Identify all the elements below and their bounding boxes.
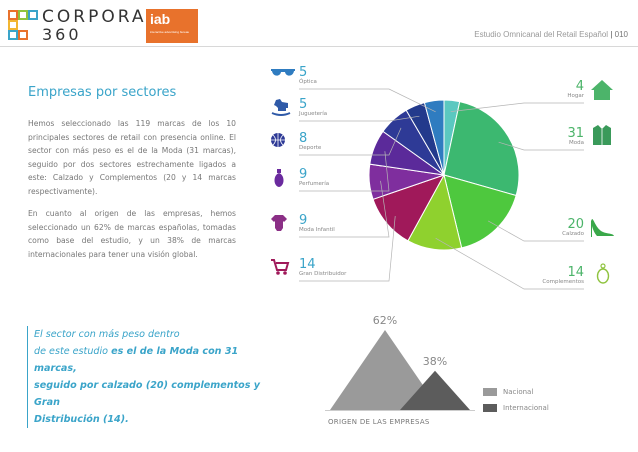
section-heading: Empresas por sectores bbox=[28, 85, 177, 100]
legend-internacional bbox=[483, 404, 549, 412]
slice-value: 9 bbox=[299, 213, 308, 228]
slice-category: Perfumería bbox=[299, 181, 330, 187]
basketball-icon bbox=[270, 132, 286, 148]
callout-line2-plain: de este estudio bbox=[34, 346, 112, 357]
pocket-watch-icon bbox=[596, 263, 610, 285]
slice-label-deporte bbox=[299, 132, 321, 151]
slice-label-moda-infantil bbox=[299, 214, 335, 233]
callout-line4: Distribución (14). bbox=[34, 414, 129, 425]
logo-line2: 360 bbox=[42, 25, 82, 44]
origin-label-internacional: 38% bbox=[422, 354, 448, 368]
slice-value: 14 bbox=[567, 265, 584, 280]
shopping-cart-icon bbox=[270, 258, 290, 276]
logo-line1: CORPORA bbox=[42, 7, 147, 27]
slice-category: Moda Infantil bbox=[299, 227, 335, 233]
slice-label--ptica bbox=[299, 66, 317, 85]
slice-label-complementos bbox=[542, 266, 584, 285]
slice-value: 20 bbox=[567, 217, 584, 232]
study-title: Estudio Omnicanal del Retail Español | 010 bbox=[474, 30, 628, 39]
callout-line1: El sector con más peso dentro bbox=[34, 329, 180, 340]
baby-bodysuit-icon bbox=[270, 214, 288, 232]
high-heel-icon bbox=[589, 217, 615, 239]
callout-line3: seguido por calzado (20) complementos y Gran bbox=[34, 380, 261, 408]
slice-value: 8 bbox=[299, 131, 308, 146]
jacket-icon bbox=[592, 124, 612, 146]
slice-value: 9 bbox=[299, 167, 308, 182]
legend-internacional-swatch bbox=[483, 404, 497, 412]
iab-logo-subtext: interactive advertising bureau bbox=[150, 30, 190, 34]
legend-nacional bbox=[483, 388, 533, 396]
origin-chart-title: ORIGEN DE LAS EMPRESAS bbox=[328, 418, 430, 426]
slice-value: 5 bbox=[299, 97, 308, 112]
page-number: 010 bbox=[614, 30, 628, 39]
slice-category: Óptica bbox=[299, 79, 317, 85]
slice-label-jugueter-a bbox=[299, 98, 327, 117]
slice-label-gran-distribuidor bbox=[299, 258, 346, 277]
slice-value: 31 bbox=[567, 126, 584, 141]
legend-nacional-swatch bbox=[483, 388, 497, 396]
slice-label-perfumer-a bbox=[299, 168, 329, 187]
slice-category: Moda bbox=[569, 140, 584, 146]
slice-category: Calzado bbox=[562, 231, 584, 237]
origin-label-nacional: 62% bbox=[372, 314, 398, 327]
slice-category: Gran Distribuidor bbox=[299, 271, 347, 277]
slice-category: Hogar bbox=[567, 93, 584, 99]
slice-label-moda bbox=[567, 127, 584, 146]
paragraph-2: En cuanto al origen de las empresas, hemos seleccionado un 62% de marcas españolas, tomadas como base del estudio, y un 38% de marcas internacionales para tener una visión global. bbox=[28, 209, 236, 259]
slice-value: 14 bbox=[299, 257, 316, 272]
perfume-icon bbox=[272, 168, 286, 188]
slice-label-calzado bbox=[562, 218, 584, 237]
slice-category: Complementos bbox=[542, 279, 584, 285]
iab-logo-text: iab bbox=[150, 11, 171, 27]
origin-chart bbox=[325, 310, 475, 415]
slice-category: Juguetería bbox=[299, 111, 328, 117]
house-icon bbox=[590, 79, 614, 101]
study-title-text: Estudio Omnicanal del Retail Español bbox=[474, 30, 609, 39]
slice-label-hogar bbox=[567, 80, 584, 99]
callout-line2-bold: es el de la Moda con 31 marcas, bbox=[34, 346, 239, 374]
sunglasses-icon bbox=[270, 66, 296, 80]
paragraph-1: Hemos seleccionado las 119 marcas de los 10 principales sectores de retail con presencia online. El sector con más peso es el de la Moda (31 marcas), seguido por dos sectores estrechamente ligados a este: Calzado y Complementos (20 y 14 marcas respectivamente). bbox=[28, 119, 236, 196]
leader-line bbox=[451, 103, 584, 112]
rocking-horse-icon bbox=[270, 97, 292, 117]
slice-value: 4 bbox=[575, 79, 584, 94]
legend-internacional-label: Internacional bbox=[503, 404, 549, 412]
slice-value: 5 bbox=[299, 65, 308, 80]
legend-nacional-label: Nacional bbox=[503, 388, 534, 396]
slice-category: Deporte bbox=[299, 145, 322, 151]
